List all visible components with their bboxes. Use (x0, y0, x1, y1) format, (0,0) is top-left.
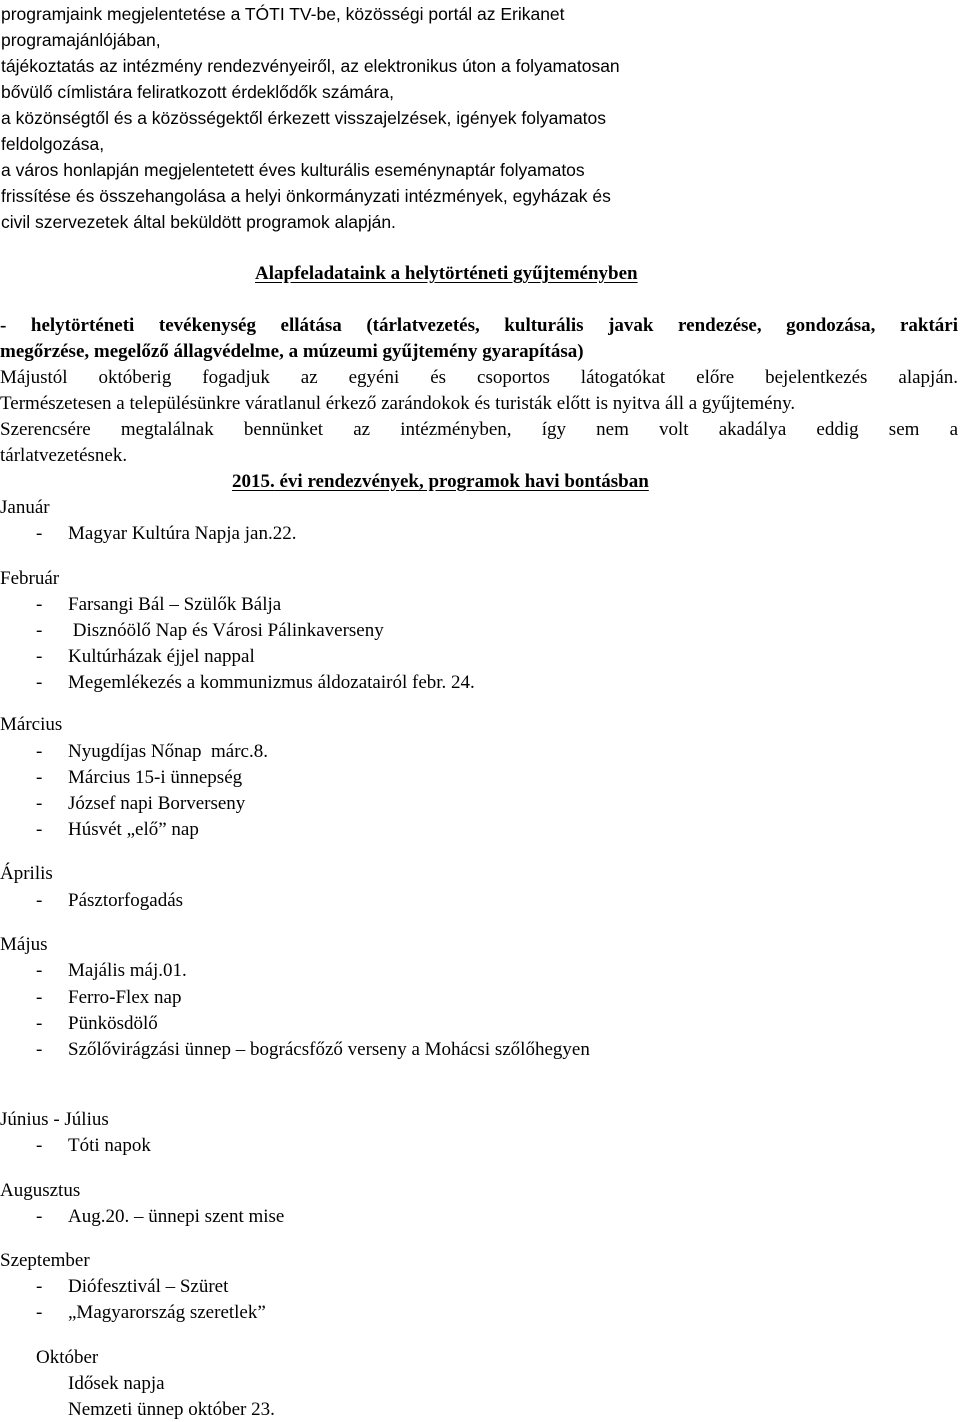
event-item: József napi Borverseny (68, 793, 246, 814)
body-paragraph-line: Szerencsére megtalálnak bennünket az intézményben, így nem volt akadálya eddig sem a (0, 419, 958, 440)
bullet-dash: - (36, 1135, 43, 1156)
month-heading: Február (0, 568, 60, 589)
bullet-dash: - (36, 672, 43, 693)
event-item: Idősek napja (68, 1373, 165, 1394)
events-heading-year: 2015. (232, 471, 275, 492)
bold-paragraph-line: - helytörténeti tevékenység ellátása (tárlatvezetés, kulturális javak rendezése, gondozása, raktári (0, 315, 958, 336)
section-heading: Alapfeladataink a helytörténeti gyűjteményben (255, 263, 638, 284)
intro-line: a közönségtől és a közösségektől érkezett visszajelzések, igények folyamatos (1, 108, 607, 128)
bullet-dash: - (36, 1039, 43, 1060)
body-paragraph-line: tárlatvezetésnek. (0, 445, 128, 466)
event-item: Farsangi Bál – Szülők Bálja (68, 594, 282, 615)
bullet-dash: - (36, 646, 43, 667)
month-heading: Augusztus (0, 1180, 81, 1201)
bullet-dash: - (36, 1302, 43, 1323)
events-heading (232, 472, 649, 491)
bullet-dash: - (36, 620, 43, 641)
bullet-dash: - (36, 1206, 43, 1227)
event-item: Pásztorfogadás (68, 890, 184, 911)
month-heading: Május (0, 934, 48, 955)
bullet-dash: - (36, 890, 43, 911)
body-paragraph-line: Májustól októberig fogadjuk az egyéni és csoportos látogatókat előre bejelentkezés alapján. (0, 367, 958, 388)
event-item: Tóti napok (68, 1135, 151, 1156)
event-item: Kultúrházak éjjel nappal (68, 646, 255, 667)
bullet-dash: - (36, 819, 43, 840)
event-item: Pünkösdölő (68, 1013, 158, 1034)
month-heading: Március (0, 714, 63, 735)
intro-line: programjaink megjelentetése a TÓTI TV-be, közösségi portál az Erikanet (1, 4, 565, 24)
month-heading: Április (0, 863, 53, 884)
event-item: Megemlékezés a kommunizmus áldozatairól febr. 24. (68, 672, 475, 693)
event-item: Diófesztivál – Szüret (68, 1276, 229, 1297)
event-item: „Magyarország szeretlek” (68, 1302, 266, 1323)
bullet-dash: - (36, 1013, 43, 1034)
bullet-dash: - (36, 793, 43, 814)
intro-line: tájékoztatás az intézmény rendezvényeiről, az elektronikus úton a folyamatosan (1, 56, 620, 76)
bullet-dash: - (36, 960, 43, 981)
month-heading: Szeptember (0, 1250, 90, 1271)
bullet-dash: - (36, 1276, 43, 1297)
event-item: Aug.20. – ünnepi szent mise (68, 1206, 285, 1227)
body-paragraph-line: Természetesen a településünkre váratlanul érkező zarándokok és turisták előtt is nyitva áll a gyűjtemény. (0, 393, 796, 414)
bullet-dash: - (36, 987, 43, 1008)
events-heading-rest: évi rendezvények, programok havi bontásban (274, 471, 649, 492)
intro-line: a város honlapján megjelentetett éves kulturális eseménynaptár folyamatos (1, 160, 585, 180)
event-item: Magyar Kultúra Napja jan.22. (68, 523, 297, 544)
intro-line: feldolgozása, (1, 134, 105, 154)
month-heading: Október (36, 1347, 99, 1368)
intro-line: bővülő címlistára feliratkozott érdeklődők számára, (1, 82, 394, 102)
bullet-dash: - (36, 767, 43, 788)
month-heading: Január (0, 497, 50, 518)
event-item: Szőlővirágzási ünnep – bográcsfőző verseny a Mohácsi szőlőhegyen (68, 1039, 590, 1060)
intro-line: frissítése és összehangolása a helyi önkormányzati intézmények, egyházak és (1, 186, 611, 206)
bold-paragraph-line: megőrzése, megelőző állagvédelme, a múzeumi gyűjtemény gyarapítása) (0, 341, 584, 362)
intro-line: civil szervezetek által beküldött programok alapján. (1, 212, 396, 232)
event-item: Ferro-Flex nap (68, 987, 182, 1008)
event-item: Húsvét „elő” nap (68, 819, 199, 840)
bullet-dash: - (36, 594, 43, 615)
bullet-dash: - (36, 741, 43, 762)
event-item: Nemzeti ünnep október 23. (68, 1399, 275, 1420)
event-item: Disznóölő Nap és Városi Pálinkaverseny (68, 620, 384, 641)
event-item: Március 15-i ünnepség (68, 767, 243, 788)
month-heading: Június - Július (0, 1109, 109, 1130)
intro-line: programajánlójában, (1, 30, 161, 50)
event-item: Majális máj.01. (68, 960, 187, 981)
event-item: Nyugdíjas Nőnap márc.8. (68, 741, 268, 762)
bullet-dash: - (36, 523, 43, 544)
